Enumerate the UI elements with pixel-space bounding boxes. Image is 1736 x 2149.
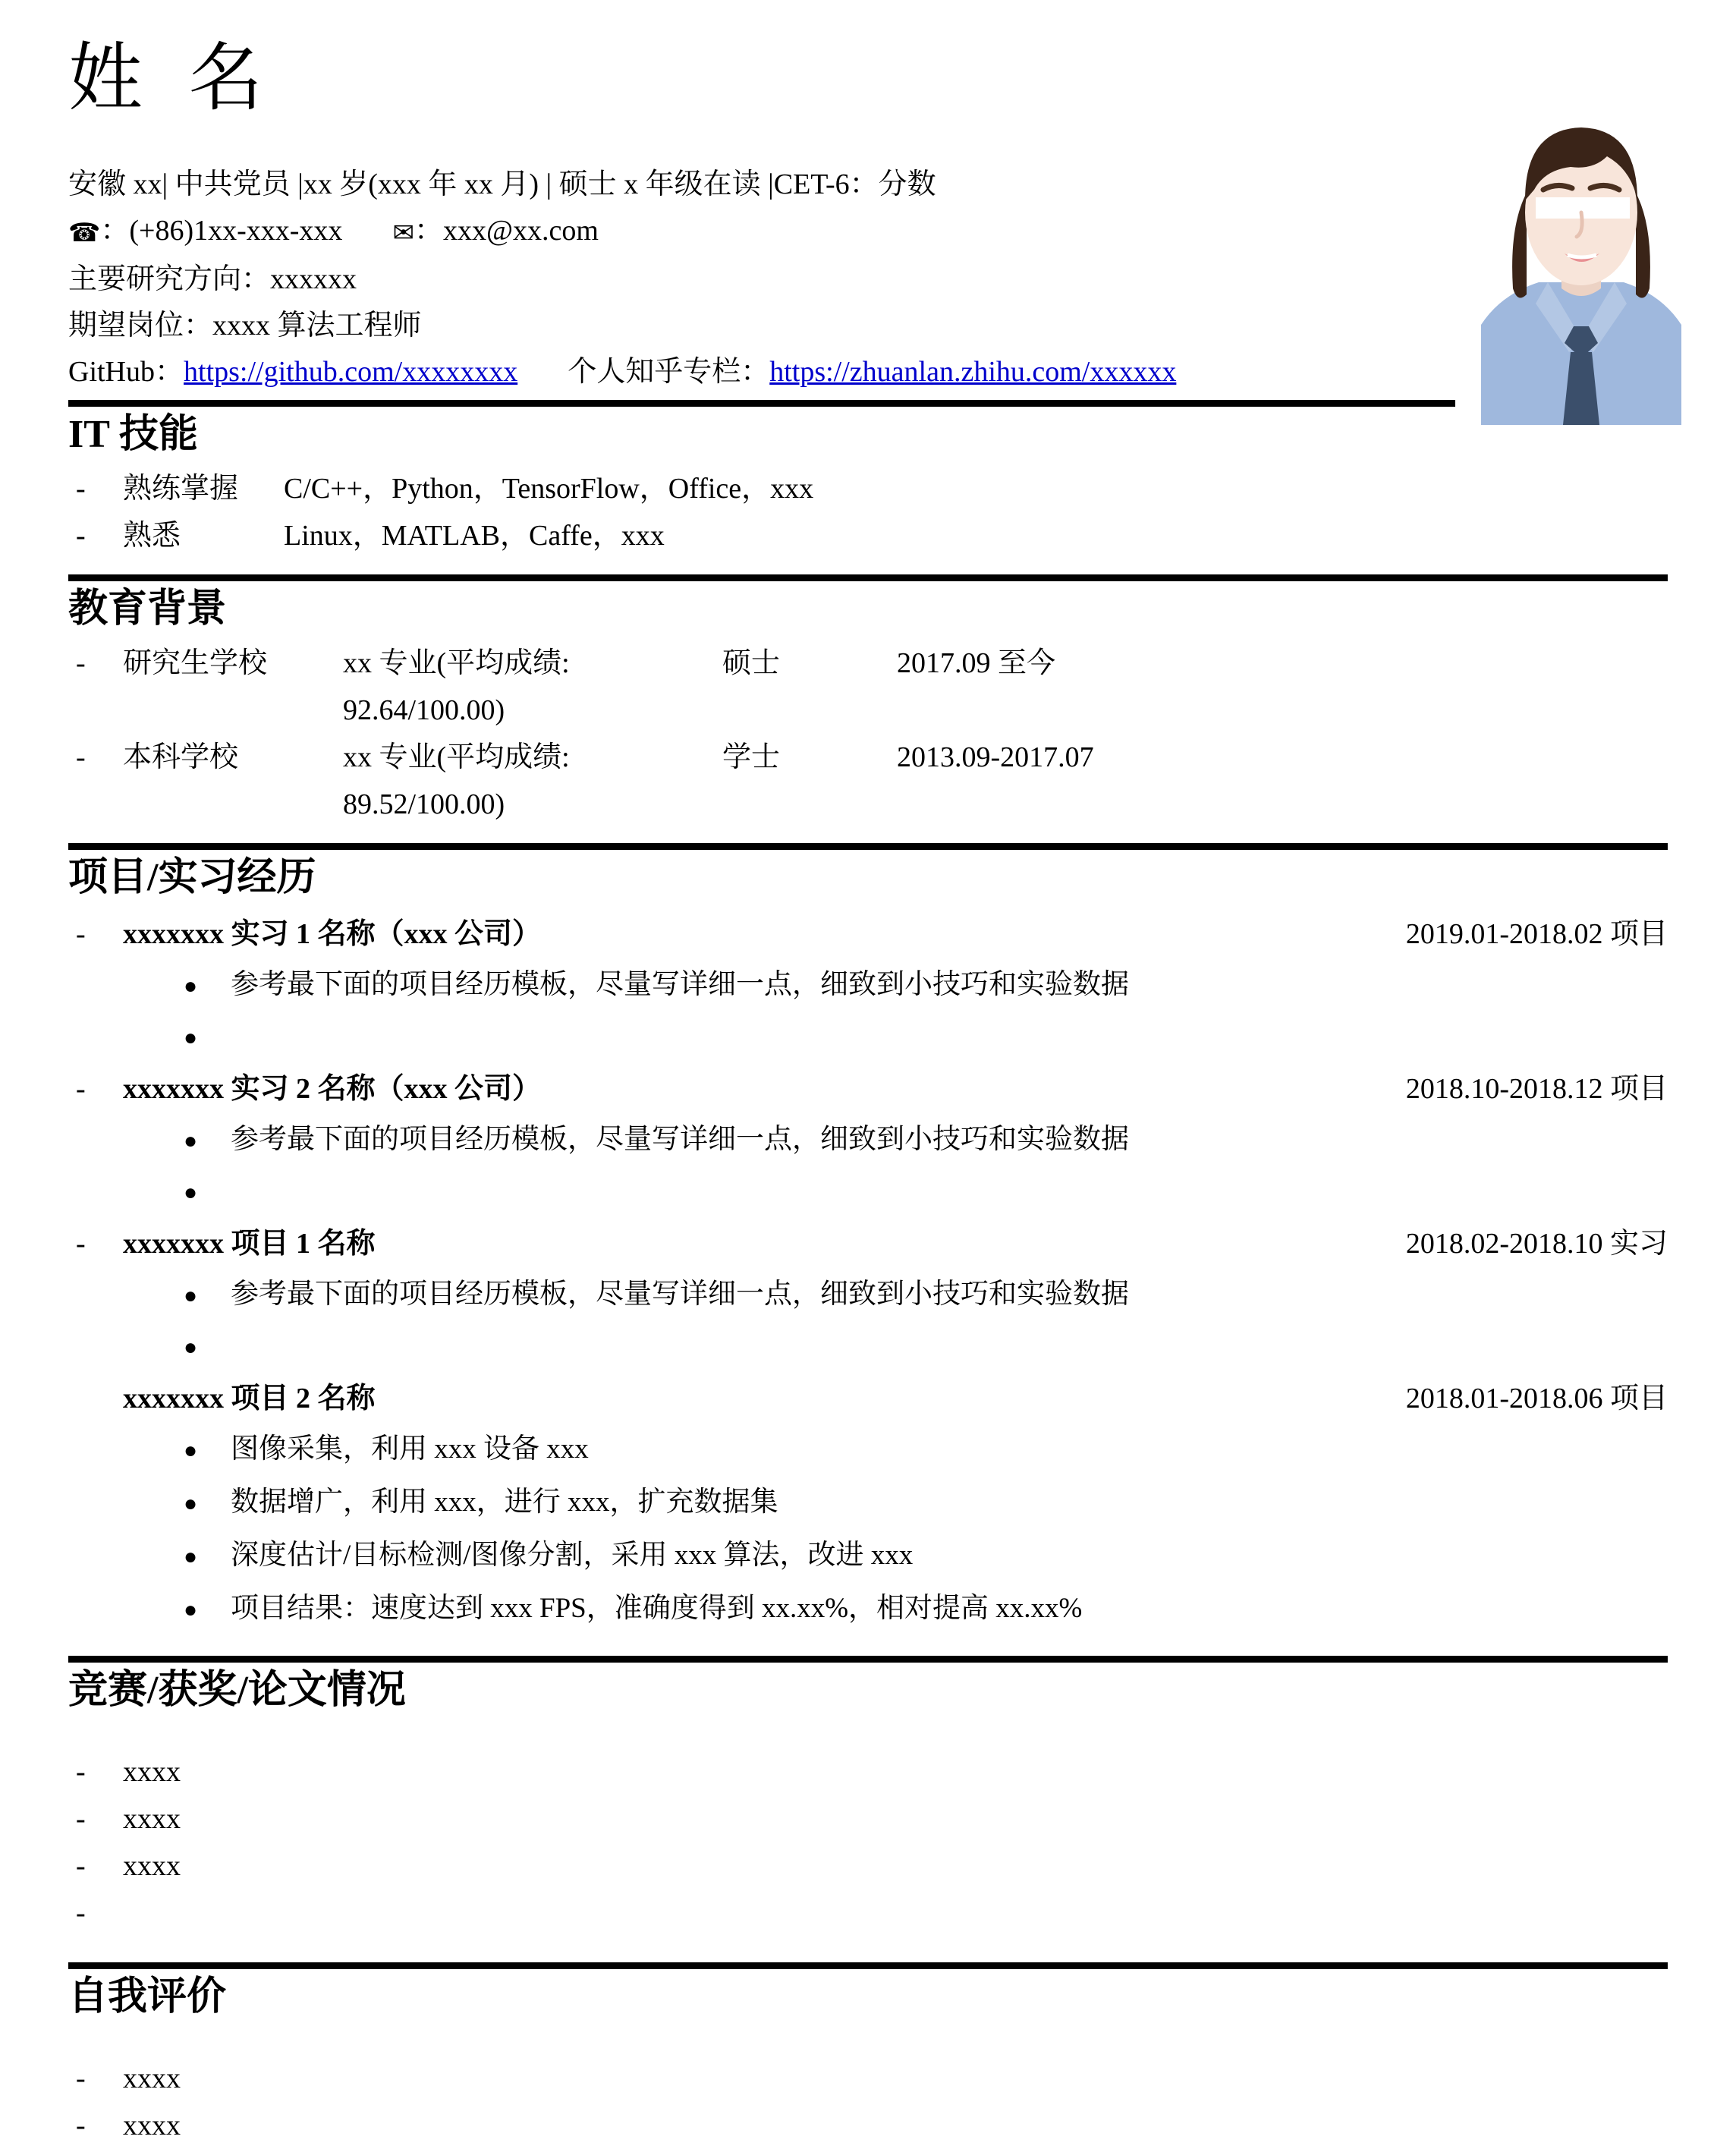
skill-level-label: 熟练掌握 xyxy=(123,473,239,505)
bullet-text: 深度估计/目标检测/图像分割，采用 xxx 算法，改进 xxx xyxy=(231,1539,914,1571)
bullet-dot-icon: ● xyxy=(184,1282,198,1308)
bullet-dot-icon: ● xyxy=(184,1543,198,1569)
project-bullet xyxy=(68,1269,1668,1322)
bullet-dot-icon: ● xyxy=(184,1179,198,1205)
bullet-text: 参考最下面的项目经历模板，尽量写详细一点，细致到小技巧和实验数据 xyxy=(231,968,1129,1000)
envelope-icon: ✉ xyxy=(392,219,414,247)
phone-separator: ： xyxy=(100,214,130,247)
project-bullet xyxy=(68,959,1668,1012)
bullet-text: 项目结果：速度达到 xxx FPS，准确度得到 xx.xx%，相对提高 xx.xx% xyxy=(231,1592,1083,1624)
self-eval-text: xxxx xyxy=(123,2110,181,2142)
project-bullet xyxy=(68,1530,1668,1583)
project-date: 2019.01-2018.02 项目 xyxy=(1405,917,1668,950)
bullet-dot-icon: ● xyxy=(184,1128,198,1153)
section-divider xyxy=(68,1656,1668,1663)
award-text: xxxx xyxy=(123,1850,181,1883)
resume-header xyxy=(68,0,1668,395)
project-entry-header xyxy=(68,1064,1668,1114)
avatar xyxy=(1455,21,1707,425)
self-eval-row xyxy=(68,2055,1668,2102)
dash-marker: - xyxy=(76,1897,86,1930)
award-row xyxy=(68,1842,1668,1889)
project-title: xxxxxxx 实习 2 名称（xxx 公司） xyxy=(123,1072,542,1105)
section-divider xyxy=(68,843,1668,850)
zhihu-label: 个人知乎专栏： xyxy=(568,355,770,388)
project-bullet xyxy=(68,1012,1668,1064)
contact-line-links xyxy=(68,349,1668,395)
project-date: 2018.02-2018.10 实习 xyxy=(1405,1227,1668,1260)
education-major: xx 专业(平均成绩: 92.64/100.00) xyxy=(343,647,570,727)
award-row xyxy=(68,1795,1668,1842)
education-degree: 学士 xyxy=(722,741,781,774)
dash-marker: - xyxy=(76,520,86,552)
phone-value: (+86)1xx-xxx-xxx xyxy=(129,214,343,247)
section-title-self-evaluation: 自我评价 xyxy=(68,1975,227,2019)
bullet-text: 数据增广，利用 xxx，进行 xxx，扩充数据集 xyxy=(231,1486,778,1518)
skill-level-label: 熟悉 xyxy=(123,520,181,552)
skill-value: C/C++，Python，TensorFlow，Office，xxx xyxy=(284,473,814,505)
zhihu-link[interactable]: https://zhuanlan.zhihu.com/xxxxxx xyxy=(769,355,1177,388)
desired-position: 期望岗位：xxxx 算法工程师 xyxy=(68,309,422,341)
award-row xyxy=(68,1748,1668,1795)
skill-row xyxy=(68,465,1668,512)
self-eval-text: xxxx xyxy=(123,2062,181,2095)
project-title: xxxxxxx 项目 1 名称 xyxy=(123,1227,376,1260)
bullet-dot-icon: ● xyxy=(184,1024,198,1050)
bullet-dot-icon: ● xyxy=(184,1437,198,1463)
skill-body xyxy=(123,512,1668,559)
contact-line-phone-email xyxy=(68,208,1668,256)
bullet-dot-icon: ● xyxy=(184,1597,198,1622)
education-date: 2017.09 至今 xyxy=(897,647,1056,680)
dash-marker: - xyxy=(76,2110,86,2142)
project-bullet xyxy=(68,1114,1668,1167)
dash-marker: - xyxy=(76,1227,86,1260)
email-separator: ： xyxy=(414,214,443,247)
section-divider xyxy=(68,400,1668,407)
skill-row xyxy=(68,512,1668,559)
bullet-dot-icon: ● xyxy=(184,1490,198,1516)
github-link[interactable]: https://github.com/xxxxxxxx xyxy=(184,355,518,388)
project-bullet xyxy=(68,1424,1668,1477)
education-row xyxy=(68,640,1668,734)
section-title-awards: 竞赛/获奖/论文情况 xyxy=(68,1668,406,1712)
section-title-education: 教育背景 xyxy=(68,587,227,631)
award-text: xxxx xyxy=(123,1756,181,1789)
education-school: 研究生学校 xyxy=(123,647,268,680)
project-bullet xyxy=(68,1583,1668,1636)
bullet-text: 参考最下面的项目经历模板，尽量写详细一点，细致到小技巧和实验数据 xyxy=(231,1123,1129,1155)
project-entry-header xyxy=(68,1373,1668,1424)
award-text: xxxx xyxy=(123,1803,181,1836)
section-title-projects: 项目/实习经历 xyxy=(68,856,316,900)
section-divider xyxy=(68,1962,1668,1969)
bullet-text: 图像采集，利用 xxx 设备 xxx xyxy=(231,1433,589,1465)
education-degree: 硕士 xyxy=(722,647,781,680)
section-divider xyxy=(68,574,1668,581)
skill-body xyxy=(123,465,1668,512)
id-photo-illustration xyxy=(1455,21,1707,425)
self-eval-row xyxy=(68,2102,1668,2149)
github-label: GitHub： xyxy=(68,355,184,388)
page-title: 姓 名 xyxy=(68,38,277,120)
award-row xyxy=(68,1889,1668,1937)
project-entry-header xyxy=(68,1219,1668,1269)
project-bullet xyxy=(68,1167,1668,1219)
project-date: 2018.10-2018.12 项目 xyxy=(1405,1072,1668,1105)
project-title: xxxxxxx 实习 1 名称（xxx 公司） xyxy=(123,917,542,950)
skill-value: Linux，MATLAB，Caffe，xxx xyxy=(284,520,665,552)
project-entry-header xyxy=(68,909,1668,959)
dash-marker: - xyxy=(76,473,86,505)
dash-marker: - xyxy=(76,1756,86,1789)
dash-marker: - xyxy=(76,1803,86,1836)
email-value: xxx@xx.com xyxy=(442,214,599,247)
dash-marker: - xyxy=(76,1850,86,1883)
dash-marker: - xyxy=(76,2062,86,2095)
research-direction: 主要研究方向：xxxxxx xyxy=(68,263,357,295)
contact-line-basic: 安徽 xx| 中共党员 |xx 岁(xxx 年 xx 月) | 硕士 x 年级在读 |CET-6：分数 xyxy=(68,168,936,200)
phone-icon: ☎ xyxy=(68,219,101,247)
project-date: 2018.01-2018.06 项目 xyxy=(1405,1382,1668,1414)
project-title: xxxxxxx 项目 2 名称 xyxy=(123,1382,376,1414)
bullet-text: 参考最下面的项目经历模板，尽量写详细一点，细致到小技巧和实验数据 xyxy=(231,1278,1129,1310)
education-major: xx 专业(平均成绩: 89.52/100.00) xyxy=(343,741,570,821)
dash-marker: - xyxy=(76,741,86,774)
project-bullet xyxy=(68,1322,1668,1373)
project-bullet xyxy=(68,1477,1668,1530)
dash-marker: - xyxy=(76,917,86,950)
education-row xyxy=(68,734,1668,828)
bullet-dot-icon: ● xyxy=(184,1334,198,1360)
bullet-dot-icon: ● xyxy=(184,973,198,999)
education-date: 2013.09-2017.07 xyxy=(897,741,1094,774)
dash-marker: - xyxy=(76,647,86,680)
dash-marker: - xyxy=(76,1072,86,1105)
section-title-skills: IT 技能 xyxy=(68,412,198,456)
education-school: 本科学校 xyxy=(123,741,239,774)
